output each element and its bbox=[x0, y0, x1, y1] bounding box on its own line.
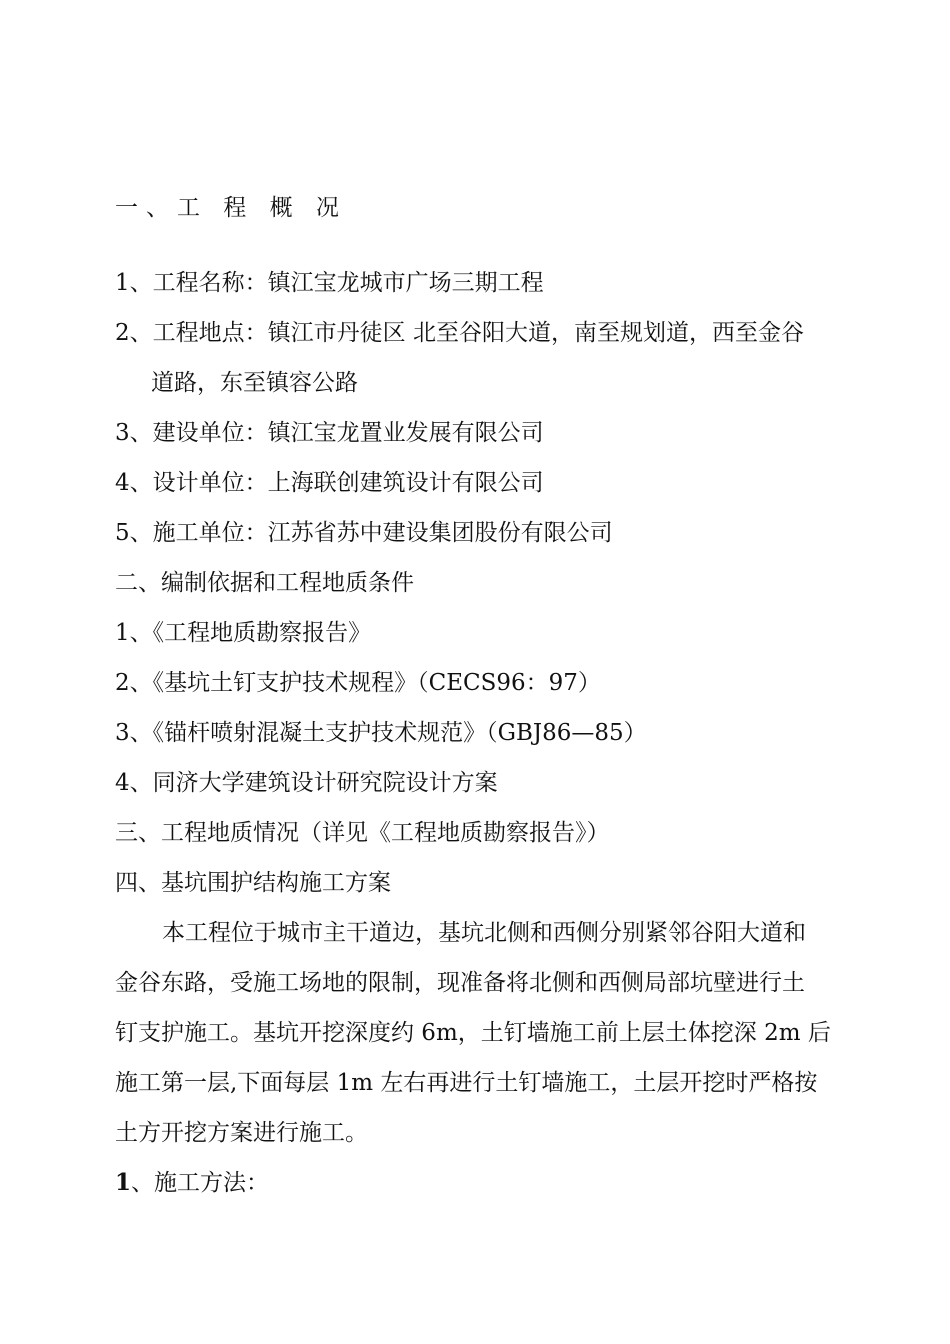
construction-method-heading bbox=[115, 1168, 269, 1198]
construction-unit-line: 3、建设单位：镇江宝龙置业发展有限公司 bbox=[115, 420, 544, 446]
builder-unit-line: 5、施工单位：江苏省苏中建设集团股份有限公司 bbox=[115, 520, 613, 546]
paragraph-line-2: 金谷东路，受施工场地的限制，现准备将北侧和西侧局部坑壁进行土 bbox=[115, 970, 805, 996]
section-3-heading: 三、工程地质情况（详见《工程地质勘察报告》） bbox=[115, 820, 610, 846]
project-name-line: 1、工程名称：镇江宝龙城市广场三期工程 bbox=[115, 270, 544, 296]
design-unit-line: 4、设计单位：上海联创建筑设计有限公司 bbox=[115, 470, 544, 496]
construction-method-number: 1 bbox=[115, 1169, 132, 1196]
basis-item-3: 3、《锚杆喷射混凝土支护技术规范》（GBJ86—85） bbox=[115, 720, 647, 746]
basis-item-4: 4、同济大学建筑设计研究院设计方案 bbox=[115, 770, 498, 796]
paragraph-line-4: 施工第一层,下面每层 1m 左右再进行土钉墙施工，土层开挖时严格按 bbox=[115, 1070, 818, 1096]
paragraph-line-1: 本工程位于城市主干道边，基坑北侧和西侧分别紧邻谷阳大道和 bbox=[162, 920, 806, 946]
construction-method-label: 、施工方法： bbox=[131, 1170, 270, 1196]
section-2-heading: 二、编制依据和工程地质条件 bbox=[115, 570, 414, 596]
basis-item-2: 2、《基坑土钉支护技术规程》（CECS96：97） bbox=[115, 670, 601, 696]
section-4-heading: 四、基坑围护结构施工方案 bbox=[115, 870, 391, 896]
basis-item-1: 1、《工程地质勘察报告》 bbox=[115, 620, 372, 646]
project-location-continuation: 道路，东至镇容公路 bbox=[151, 370, 358, 396]
section-1-heading: 一、工 程 概 况 bbox=[115, 195, 347, 221]
paragraph-line-3: 钉支护施工。基坑开挖深度约 6m，土钉墙施工前上层土体挖深 2m 后 bbox=[115, 1020, 831, 1046]
paragraph-line-5: 土方开挖方案进行施工。 bbox=[115, 1120, 368, 1146]
project-location-line: 2、工程地点：镇江市丹徒区 北至谷阳大道，南至规划道，西至金谷 bbox=[115, 320, 804, 346]
